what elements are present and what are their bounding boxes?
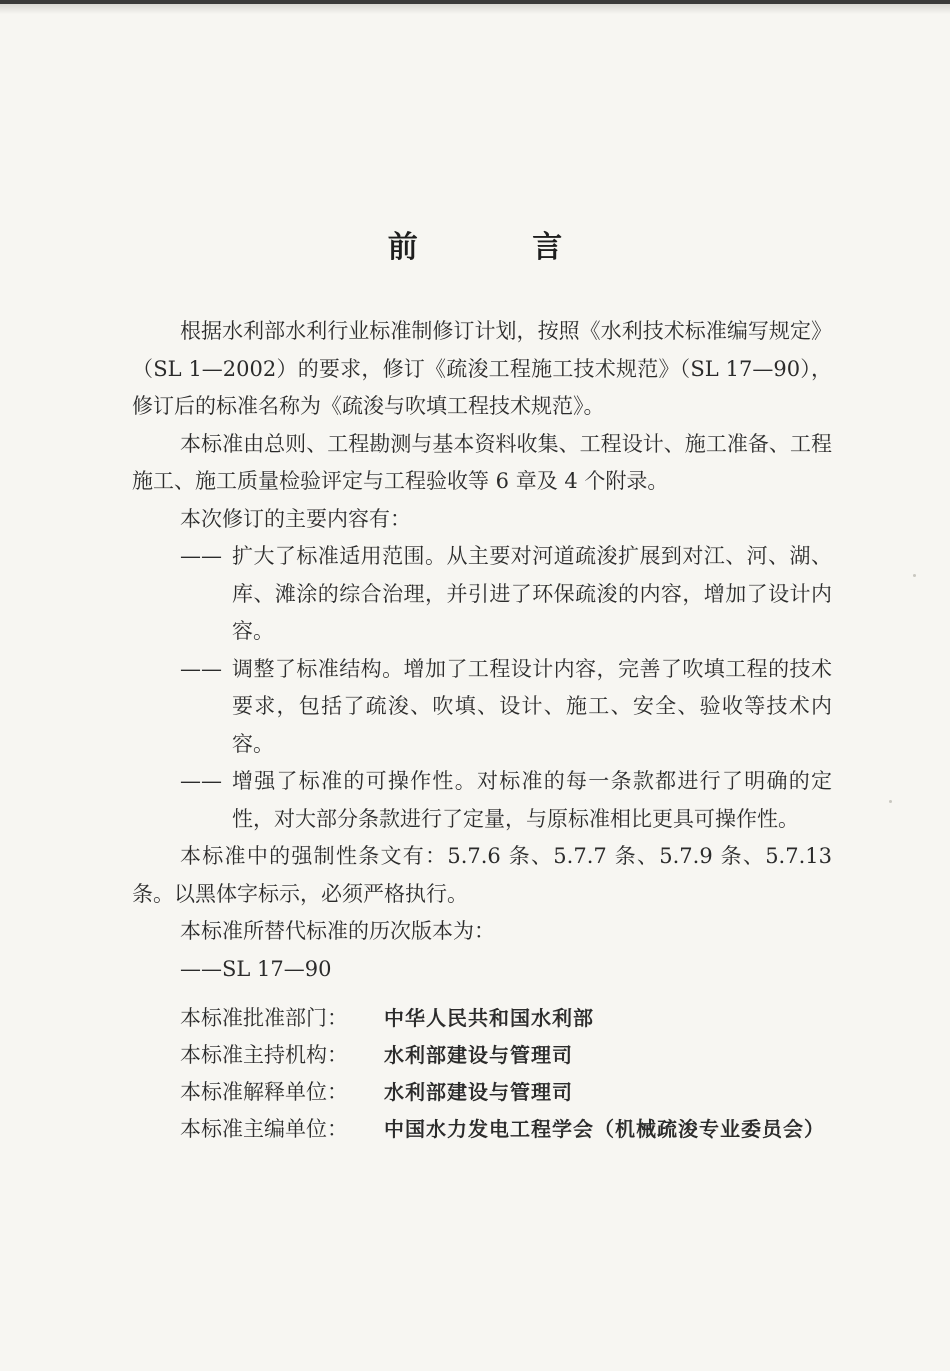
change-item-text: 调整了标准结构。增加了工程设计内容，完善了吹填工程的技术要求，包括了疏浚、吹填、设计、施工、安全、验收等技术内容。 <box>232 656 832 756</box>
paragraph-changes-intro: 本次修订的主要内容有： <box>180 506 411 531</box>
meta-hosting-org <box>132 1037 832 1074</box>
paper-speck <box>913 574 916 577</box>
meta-label: 本标准批准部门： <box>180 1006 348 1030</box>
paragraph-revision-basis: 根据水利部水利行业标准制修订计划，按照《水利技术标准编写规定》（SL 1—2002）的要求，修订《疏浚工程施工技术规范》（SL 17—90），修订后的标准名称为《疏浚与吹填工程技术规范》。 <box>132 319 832 418</box>
meta-interpreting-unit <box>132 1074 832 1111</box>
dash-marker: —— <box>180 769 222 793</box>
meta-label: 本标准解释单位： <box>180 1080 348 1104</box>
meta-chief-editor <box>132 1111 832 1148</box>
meta-value: 中国水力发电工程学会（机械疏浚专业委员会） <box>384 1117 825 1141</box>
change-item-text: 增强了标准的可操作性。对标准的每一条款都进行了明确的定性，对大部分条款进行了定量，与原标准相比更具可操作性。 <box>232 769 832 831</box>
history-version: ——SL 17—90 <box>180 956 332 981</box>
dash-marker: —— <box>180 656 222 681</box>
meta-value: 水利部建设与管理司 <box>384 1080 573 1104</box>
change-item <box>132 763 832 838</box>
paragraph-structure: 本标准由总则、工程勘测与基本资料收集、工程设计、施工准备、工程施工、施工质量检验评定与工程验收等 6 章及 4 个附录。 <box>132 431 832 493</box>
change-item-text: 扩大了标准适用范围。从主要对河道疏浚扩展到对江、河、湖、库、滩涂的综合治理，并引进了环保疏浚的内容，增加了设计内容。 <box>232 544 832 643</box>
spacer <box>132 988 832 1000</box>
paper-speck <box>889 800 892 803</box>
page-title: 前 言 <box>387 230 615 265</box>
dash-marker: —— <box>180 544 222 568</box>
paragraph-mandatory-clauses: 本标准中的强制性条文有：5.7.6 条、5.7.7 条、5.7.9 条、5.7.13 条。以黑体字标示，必须严格执行。 <box>132 844 832 906</box>
meta-value: 中华人民共和国水利部 <box>384 1006 594 1030</box>
change-item <box>132 651 832 764</box>
meta-label: 本标准主编单位： <box>180 1117 348 1141</box>
meta-approving-dept <box>132 1000 832 1037</box>
meta-label: 本标准主持机构： <box>180 1043 348 1067</box>
change-item <box>132 538 832 651</box>
paragraph-history-intro: 本标准所替代标准的历次版本为： <box>180 919 495 943</box>
document-body <box>132 313 832 1148</box>
page-top-shadow <box>0 4 950 14</box>
meta-value: 水利部建设与管理司 <box>384 1043 573 1067</box>
